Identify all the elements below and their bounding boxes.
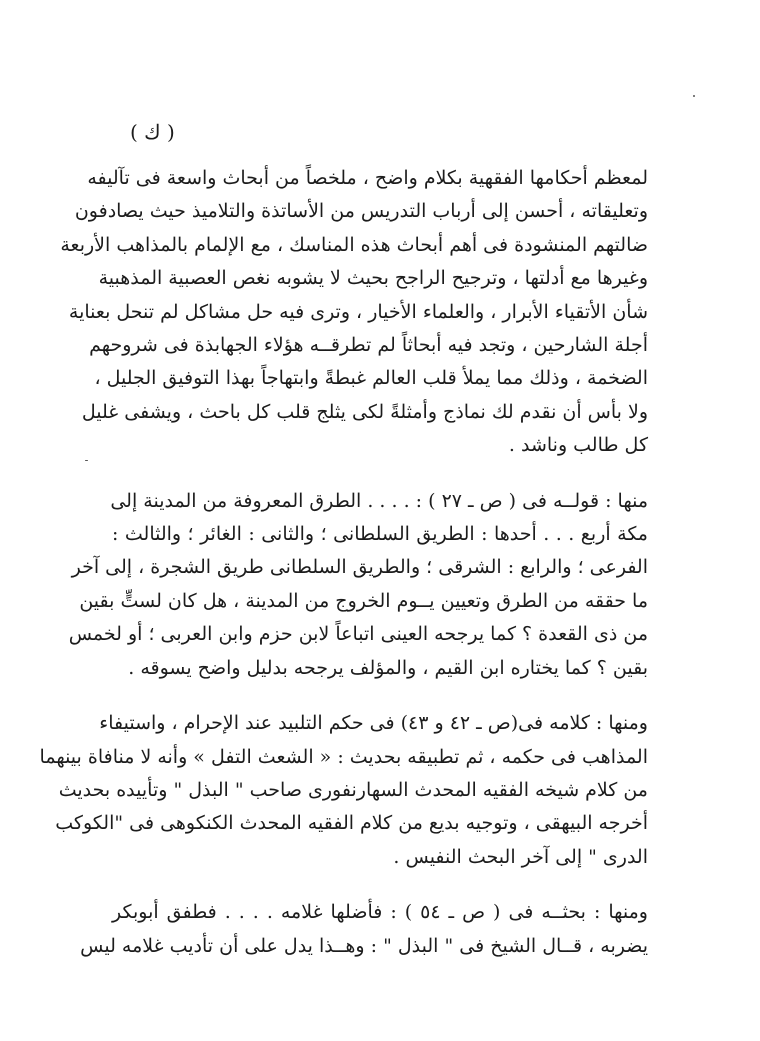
text-line: مكة أربع . . . أحدها : الطريق السلطانى ؛ والثانى : الغائر ؛ والثالث : — [112, 523, 648, 546]
text-line: ومنها : كلامه فى(ص ـ ٤٢ و ٤٣) فى حكم التلبيد عند الإحرام ، واستيفاء — [99, 712, 648, 735]
text-line: الدرى " إلى آخر البحث النفيس . — [393, 845, 648, 868]
text-line: الفرعى ؛ والرابع : الشرقى ؛ والطريق السلطانى طريق الشجرة ، إلى آخر — [71, 556, 648, 579]
text-line: الضخمة ، وذلك مما يملأ قلب العالم غبطةً وابتهاجاً بهذا التوفيق الجليل ، — [94, 367, 648, 390]
text-line: لمعظم أحكامها الفقهية بكلام واضح ، ملخصاً من أبحاث واسعة فى تآليفه — [87, 167, 648, 189]
paragraph-example-1 — [68, 485, 648, 685]
text-line: أجلة الشارحين ، وتجد فيه أبحاثاً لم تطرقــه هؤلاء الجهابذة فى شروحهم — [89, 334, 648, 357]
text-line: منها : قولــه فى ( ص ـ ٢٧ ) : . . . . الطرق المعروفة من المدينة إلى — [110, 489, 648, 512]
text-line: المذاهب فى حكمه ، ثم تطبيقه بحديث : « الشعث التفل » وأنه لا منافاة بينهما — [39, 745, 648, 768]
text-line: ولا بأس أن نقدم لك نماذج وأمثلةً لكى يثلج قلب كل باحث ، ويشفى غليل — [81, 400, 648, 423]
text-line: من كلام شيخه الفقيه المحدث السهارنفورى صاحب " البذل " وتأييده بحديث — [58, 778, 648, 801]
text-line: وغيرها مع أدلتها ، وترجيح الراجح بحيث لا يشوبه نغص العصبية المذهبية — [98, 267, 648, 290]
text-line: وتعليقاته ، أحسن إلى أرباب التدريس من الأساتذة والتلاميذ حيث يصادفون — [74, 200, 648, 223]
text-line: أخرجه البيهقى ، وتوجيه بديع من كلام الفقيه المحدث الكنكوهى فى "الكوكب — [55, 812, 648, 835]
text-line: ما حققه من الطرق وتعيين يــوم الخروج من المدينة ، هل كان لستٍّ بقين — [79, 589, 648, 612]
scan-speck — [85, 460, 88, 461]
text-line: بقين ؟ كما يختاره ابن القيم ، والمؤلف يرجحه بدليل واضح يسوقه . — [128, 656, 648, 679]
paragraph-example-3 — [80, 896, 648, 963]
paragraph-intro — [60, 162, 648, 463]
text-line: ضالتهم المنشودة فى أهم أبحاث هذه المناسك ، مع الإلمام بالمذاهب الأربعة — [60, 233, 648, 256]
page-number: ( ك ) — [130, 120, 175, 144]
book-page — [39, 120, 648, 963]
text-line: كل طالب وناشد . — [508, 434, 648, 457]
text-line: شأن الأتقياء الأبرار ، والعلماء الأخيار ، وترى فيه حل مشاكل لم تنحل بعناية — [68, 300, 648, 323]
text-line: يضربه ، قــال الشيخ فى " البذل " : وهــذا يدل على أن تأديب غلامه ليس — [80, 934, 648, 957]
paragraph-example-2 — [39, 707, 648, 874]
text-line: من ذى القعدة ؟ كما يرجحه العينى اتباعاً لابن حزم وابن العربى ؛ أو لخمس — [68, 623, 648, 646]
scan-speck — [693, 95, 695, 97]
text-line: ومنها : بحثــه فى ( ص ـ ٥٤ ) : فأضلها غلامه . . . . فطفق أبوبكر — [112, 901, 648, 924]
